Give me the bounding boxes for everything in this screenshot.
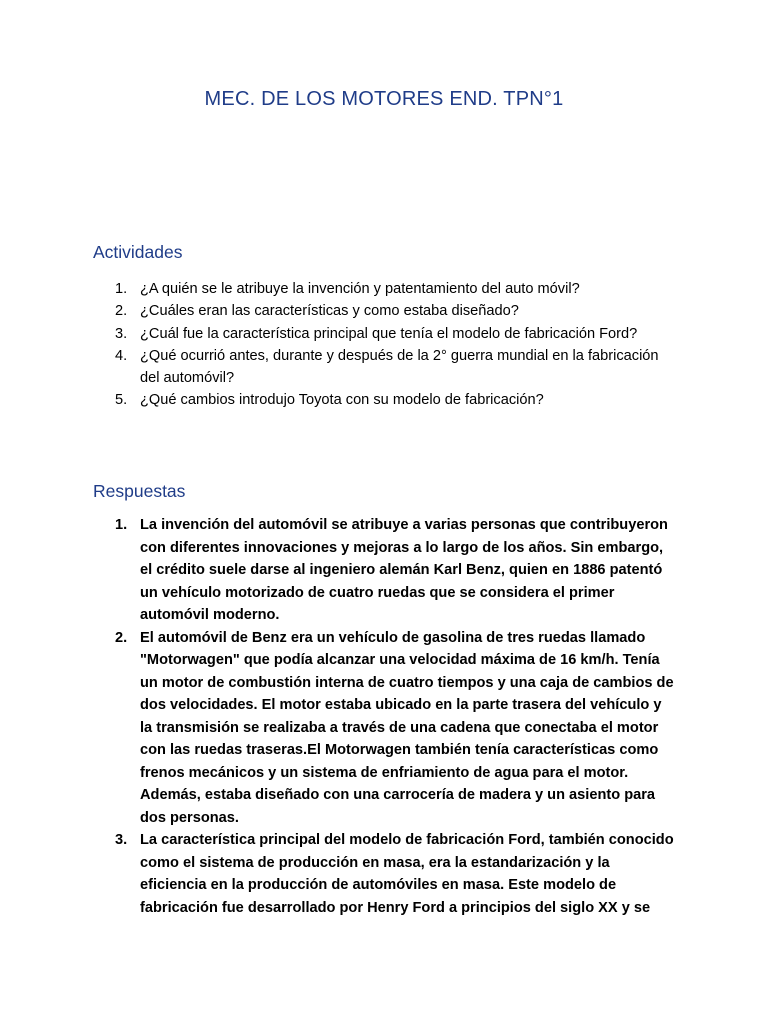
- list-number: 1.: [115, 517, 128, 533]
- list-number: 1.: [115, 281, 128, 297]
- list-item: [112, 514, 674, 627]
- list-text: El automóvil de Benz era un vehículo de gasolina de tres ruedas llamado "Motorwagen" que podía alcanzar una velocidad máxima de 16 km/h. Tenía un motor de combustión interna de cuatro tiempos y una caja de cambios de dos velocidades. El motor estaba ubicado en la parte trasera del vehículo y la transmisión se realizaba a través de una cadena que conectaba el motor con las ruedas traseras.El Motorwagen también tenía características como frenos mecánicos y un sistema de enfriamiento de agua para el motor. Además, estaba diseñado con una carrocería de madera y un asiento para dos personas.: [140, 629, 674, 826]
- list-text: ¿Cuál fue la característica principal que tenía el modelo de fabricación Ford?: [140, 325, 638, 342]
- list-number: 2.: [115, 629, 128, 646]
- section-heading-respuestas: Respuestas: [93, 481, 186, 501]
- list-number: 5.: [115, 392, 128, 409]
- questions-list: [112, 278, 672, 412]
- list-item: [112, 345, 672, 390]
- list-item: [112, 323, 672, 345]
- list-text: ¿Qué ocurrió antes, durante y después de la 2° guerra mundial en la fabricación del automóvil?: [140, 347, 659, 387]
- list-number: 3.: [115, 832, 128, 848]
- answers-list: [112, 514, 674, 919]
- list-item: [112, 627, 674, 830]
- list-number: 2.: [115, 303, 128, 320]
- list-item: [112, 829, 674, 919]
- list-number: 3.: [115, 325, 128, 342]
- list-text: ¿Qué cambios introdujo Toyota con su modelo de fabricación?: [140, 392, 544, 409]
- list-text: La característica principal del modelo de fabricación Ford, también conocido como el sistema de producción en masa, era la estandarización y la eficiencia en la producción de automóviles en masa. Este modelo de fabricación fue desarrollado por Henry Ford a principios del siglo XX y se: [140, 832, 674, 916]
- list-item: [112, 300, 672, 322]
- list-text: La invención del automóvil se atribuye a varias personas que contribuyeron con diferentes innovaciones y mejoras a lo largo de los años. Sin embargo, el crédito suele darse al ingeniero alemán Karl Benz, quien en 1886 patentó un vehículo motorizado de cuatro ruedas que se considera el primer automóvil moderno.: [140, 517, 668, 623]
- list-number: 4.: [115, 347, 128, 364]
- section-heading-actividades: Actividades: [93, 242, 183, 262]
- list-text: ¿A quién se le atribuye la invención y patentamiento del auto móvil?: [140, 281, 580, 297]
- list-item: [112, 389, 672, 411]
- list-text: ¿Cuáles eran las características y como estaba diseñado?: [140, 303, 519, 320]
- list-item: [112, 278, 672, 300]
- document-title: MEC. DE LOS MOTORES END. TPN°1: [204, 88, 564, 110]
